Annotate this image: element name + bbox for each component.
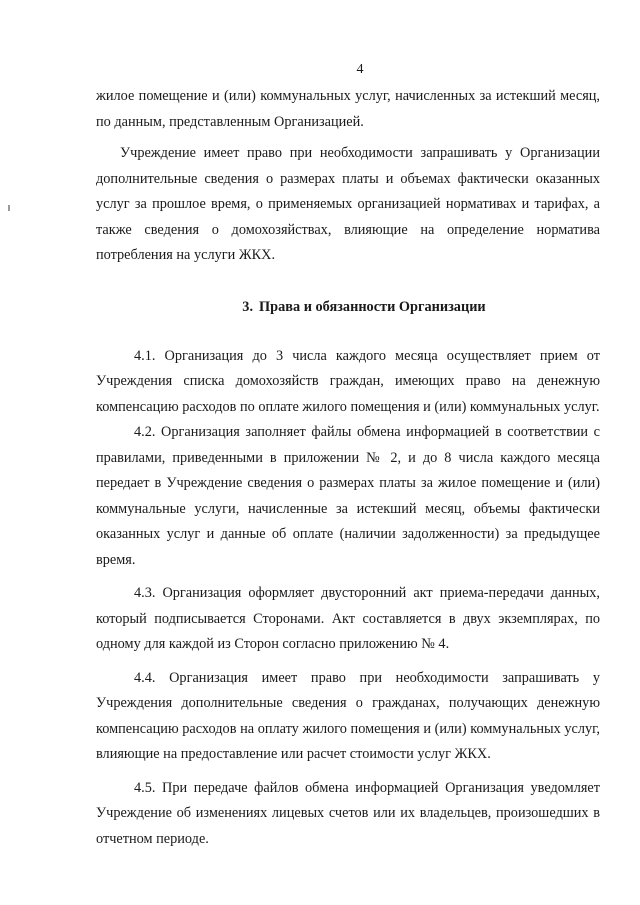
item-4-1: 4.1. Организация до 3 числа каждого месяца осуществляет прием от Учреждения списка домохозяйств граждан, имеющих право на денежную компенсацию расходов по оплате жилого помещения и (или) коммунальных услуг.	[96, 347, 600, 415]
paragraph-institution-rights: Учреждение имеет право при необходимости запрашивать у Организации дополнительные сведения о размерах платы и объемах фактически оказанных услуг за прошлое время, о применяемых организацией нормативах и тарифах, а также сведения о домохозяйствах, влияющие на определение норматива потребления на услуги ЖКХ.	[96, 145, 600, 263]
section-number: 3.	[242, 298, 254, 315]
page-number: 4	[356, 62, 364, 77]
item-4-4: 4.4. Организация имеет право при необходимости запрашивать у Учреждения дополнительные сведения о гражданах, получающих денежную компенсацию расходов на оплату жилого помещения и (или) коммунальных услуг, влияющие на предоставление или расчет стоимости услуг ЖКХ.	[96, 669, 600, 762]
scan-artifact-mark	[8, 205, 10, 211]
item-4-5: 4.5. При передаче файлов обмена информацией Организация уведомляет Учреждение об изменениях лицевых счетов или их владельцев, произошедших в отчетном периоде.	[96, 779, 600, 847]
paragraph-continuation: жилое помещение и (или) коммунальных услуг, начисленных за истекший месяц, по данным, представленным Организацией.	[96, 88, 600, 130]
page-body	[96, 84, 600, 852]
section-title: Права и обязанности Организации	[259, 298, 486, 315]
section-heading	[96, 295, 600, 320]
item-4-2: 4.2. Организация заполняет файлы обмена информацией в соответствии с правилами, приведенными в приложении № 2, и до 8 числа каждого месяца передает в Учреждение сведения о размерах платы за жилое помещение и (или) коммунальные услуги, начисленные за истекший месяц, объемы фактически оказанных услуг и данные об оплате (наличии задолженности) за предыдущее время.	[96, 424, 600, 568]
item-4-3: 4.3. Организация оформляет двусторонний акт приема-передачи данных, который подписывается Сторонами. Акт составляется в двух экземплярах, по одному для каждой из Сторон согласно приложению № 4.	[96, 585, 600, 652]
